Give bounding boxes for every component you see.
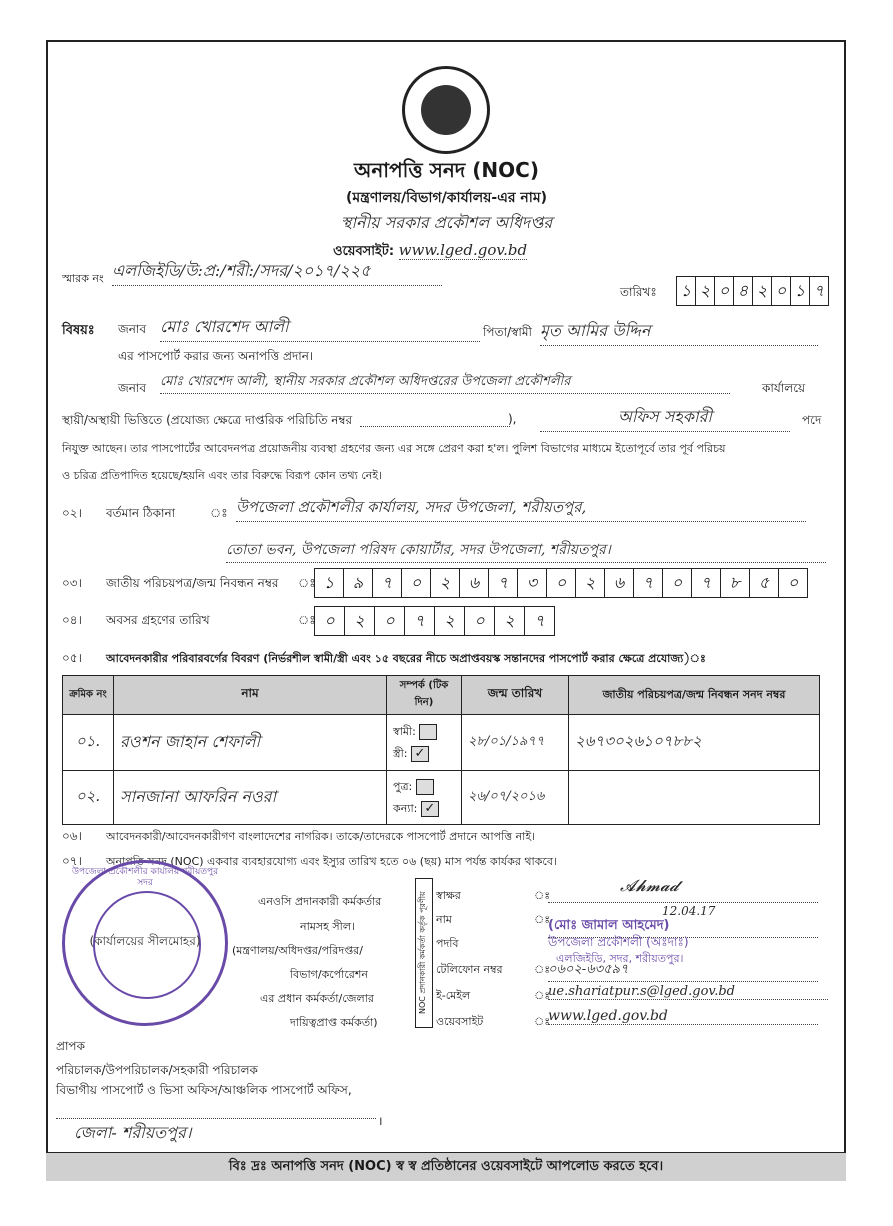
- body-line3: নিযুক্ত আছেন। তার পাসপোর্টের আবেদনপত্র প্রয়োজনীয় ব্যবস্থা গ্রহণের জন্য এর সঙ্গে প্রেরণ করা হ'ল। পুলিশ বিভাগের মাধ্যমে ইতোপূর্বে তার পূর্ব পরিচয়: [62, 442, 726, 455]
- field-website-value: www.lged.gov.bd: [548, 1008, 818, 1025]
- family-table: [62, 675, 820, 825]
- row-dob: ২৬/০৭/২০১৬: [462, 771, 569, 825]
- document-title: অনাপত্তি সনদ (NOC): [354, 158, 539, 182]
- field-website-colon: ঃ: [534, 1015, 551, 1028]
- father-value: মৃত আমির উদ্দিন: [540, 318, 818, 346]
- recipient-line-3: [56, 1108, 376, 1119]
- header-serial: ক্রমিক নং: [63, 676, 114, 715]
- declaration-1-text: আবেদনকারী/আবেদনকারীগণ বাংলাদেশের নাগরিক। তাকে/তাদেরকে পাসপোর্ট প্রদানে আপত্তি নাই।: [106, 830, 536, 843]
- subject-purpose: এর পাসপোর্ট করার জন্য অনাপত্তি প্রদান।: [118, 349, 314, 363]
- recipient-label: প্রাপক: [56, 1039, 85, 1053]
- nid-digit-box: ০: [402, 569, 431, 597]
- nid-digit-box: ৯: [344, 569, 373, 597]
- document-subtitle: (মন্ত্রণালয়/বিভাগ/কার্যালয়-এর নাম): [345, 190, 548, 206]
- field-email-label: ই-মেইল: [436, 989, 471, 1002]
- item-family-label: আবেদনকারীর পরিবারবর্গের বিবরণ (নির্ভরশীল স্বামী/স্ত্রী এবং ১৫ বছরের নীচে অপ্রাপ্তবয়স্ক সন্তানদের পাসপোর্ট করার ক্ষেত্রে প্রযোজ্য)ঃ: [106, 652, 706, 665]
- office-seal: [62, 860, 228, 1026]
- relation-checkbox-1[interactable]: [419, 724, 437, 740]
- memo-label: স্মারক নং: [62, 272, 104, 285]
- nid-digit-box: ৩: [518, 569, 547, 597]
- field-signature-value: [548, 886, 818, 903]
- relation-checkbox-2[interactable]: ✓: [421, 801, 439, 817]
- item-nid-label: জাতীয় পরিচয়পত্র/জন্ম নিবন্ধন নম্বর: [106, 576, 279, 590]
- field-phone-colon: ঃ: [534, 963, 551, 976]
- stamp-extra: এলজিইডি, সদর, শরীয়তপুর।: [556, 952, 684, 965]
- row-dob: ২৮/০১/১৯৭৭: [462, 715, 569, 771]
- item-address-colon: ঃ: [210, 506, 228, 520]
- nid-digit-box: ৭: [489, 569, 518, 597]
- family-table-header: [63, 676, 820, 715]
- date-digit-box: ০: [715, 277, 734, 305]
- website-label: ওয়েবসাইট:: [333, 244, 395, 259]
- nid-digit-box: ২: [431, 569, 460, 597]
- memo-value: এলজিইডি/উ:প্র:/শরী:/সদর/২০১৭/২২৫: [112, 258, 442, 286]
- retire-digit-box: ২: [435, 607, 465, 635]
- field-signature-colon: ঃ: [534, 889, 551, 902]
- retire-digit-box: ০: [375, 607, 405, 635]
- body-line2-mid: ),: [508, 412, 517, 426]
- date-digit-box: ১: [677, 277, 696, 305]
- subject-name-value: মোঃ খোরশেদ আলী: [160, 314, 480, 342]
- government-emblem: [402, 66, 490, 154]
- field-email-colon: ঃ: [534, 989, 551, 1002]
- relation-label-2: কন্যা:: [393, 801, 418, 815]
- body-line1-prefix: জনাব: [118, 381, 147, 395]
- relation-label-1: স্বামী:: [393, 724, 416, 738]
- row-serial: ০২.: [63, 771, 114, 825]
- date-digit-box: ৭: [813, 281, 825, 300]
- issuer-line-3: (মন্ত্রণালয়/অধিদপ্তর/পরিদপ্তর/: [232, 944, 363, 957]
- field-name-label: নাম: [436, 913, 452, 926]
- body-line2-value: অফিস সহকারী: [540, 404, 790, 432]
- date-digit-box: ০: [772, 277, 791, 305]
- website-value: www.lged.gov.bd: [398, 241, 528, 259]
- date-digit-box: ১: [791, 277, 810, 305]
- field-email-value: ue.shariatpur.s@lged.gov.bd: [548, 984, 828, 1000]
- item-address-value-2: তোতা ভবন, উপজেলা পরিষদ কোয়ার্টার, সদর উপজেলা, শরীয়তপুর।: [226, 538, 826, 563]
- retire-digit-box: ২: [495, 607, 525, 635]
- relation-checkbox-2[interactable]: ✓: [411, 746, 429, 762]
- row-relation: [387, 771, 462, 825]
- nid-boxes: [314, 568, 808, 598]
- emblem-map-icon: [421, 85, 471, 135]
- item-retire-colon: ঃ: [298, 613, 316, 627]
- retire-digit-box: ৭: [405, 607, 435, 635]
- retire-digit-box: ২: [345, 607, 375, 635]
- retire-boxes: [314, 606, 555, 636]
- footer-note: বিঃ দ্রঃ অনাপত্তি সনদ (NOC) স্ব স্ব প্রতিষ্ঠানের ওয়েবসাইটে আপলোড করতে হবে।: [46, 1152, 846, 1181]
- item-nid-number: ০৩।: [62, 576, 82, 590]
- table-row: [63, 771, 820, 825]
- recipient-district: জেলা- শরীয়তপুর।: [74, 1123, 192, 1142]
- row-nid: [569, 771, 820, 825]
- item-address-number: ০২।: [62, 506, 82, 520]
- item-nid-colon: ঃ: [298, 576, 316, 590]
- row-relation: [387, 715, 462, 771]
- nid-digit-box: ০: [663, 569, 692, 597]
- issuer-line-6: দায়িত্বপ্রাপ্ত কর্মকর্তা): [290, 1016, 378, 1029]
- body-line4: ও চরিত্র প্রতিপাদিত হয়েছে/হয়নি এবং তার বিরুদ্ধে বিরূপ কোন তথ্য নেই।: [62, 469, 382, 482]
- subject-name-prefix: জনাব: [118, 322, 147, 336]
- nid-digit-box: ৭: [634, 569, 663, 597]
- retire-digit-box: ৭: [534, 611, 545, 630]
- nid-digit-box: ৭: [692, 569, 721, 597]
- row-nid: ২৬৭৩০২৬১০৭৮৮২: [569, 715, 820, 771]
- table-row: [63, 715, 820, 771]
- item-retire-number: ০৪।: [62, 613, 82, 627]
- retire-digit-box: ০: [465, 607, 495, 635]
- nid-digit-box: ৭: [373, 569, 402, 597]
- nid-digit-box: ২: [576, 569, 605, 597]
- date-digit-box: ৪: [734, 277, 753, 305]
- row-serial: ০১.: [63, 715, 114, 771]
- subject-label: বিষয়ঃ: [62, 323, 95, 338]
- sign-date: 12.04.17: [662, 904, 716, 918]
- body-line2-prefix: স্থায়ী/অস্থায়ী ভিত্তিতে (প্রযোজ্য ক্ষেত্রে দাপ্তরিক পরিচিতি নম্বর: [62, 413, 353, 427]
- header-name: নাম: [114, 676, 387, 715]
- office-name: স্থানীয় সরকার প্রকৌশল অধিদপ্তর: [340, 213, 553, 232]
- recipient-line-2: বিভাগীয় পাসপোর্ট ও ভিসা অফিস/আঞ্চলিক পাসপোর্ট অফিস,: [56, 1083, 352, 1097]
- field-designation-value: উপজেলা প্রকৌশলী (অঃদাঃ): [548, 935, 689, 949]
- field-website-label: ওয়েবসাইট: [436, 1015, 484, 1028]
- nid-digit-box: ৮: [721, 569, 750, 597]
- date-label: তারিখঃ: [620, 285, 657, 299]
- nid-digit-box: ৬: [605, 569, 634, 597]
- field-designation-label: পদবি: [436, 937, 459, 950]
- relation-label-2: স্ত্রী:: [393, 746, 408, 760]
- nid-digit-box: ৫: [750, 569, 779, 597]
- retire-digit-box: ০: [315, 607, 345, 635]
- seal-label: (কার্যালয়ের সীলমোহর): [89, 934, 201, 948]
- nid-digit-box: ১: [315, 569, 344, 597]
- field-name-colon: ঃ: [534, 913, 551, 926]
- issuer-line-1: এনওসি প্রদানকারী কর্মকর্তার: [258, 895, 382, 908]
- date-digit-box: ২: [696, 277, 715, 305]
- date-boxes: [676, 276, 829, 306]
- relation-label-1: পুত্র:: [393, 779, 413, 793]
- recipient-line-1: পরিচালক/উপপরিচালক/সহকারী পরিচালক: [56, 1063, 258, 1077]
- recipient-line-3-end: ।: [378, 1114, 383, 1128]
- body-line1-value: মোঃ খোরশেদ আলী, স্থানীয় সরকার প্রকৌশল অধিদপ্তরের উপজেলা প্রকৌশলীর: [160, 372, 730, 394]
- header-nid: জাতীয় পরিচয়পত্র/জন্ম নিবন্ধন সনদ নম্বর: [569, 676, 820, 715]
- date-digit-box: ২: [753, 277, 772, 305]
- row-name: সানজানা আফরিন নওরা: [114, 771, 387, 825]
- declaration-1-number: ০৬।: [62, 829, 82, 843]
- seal-ring-text: উপজেলা প্রকৌশলীর কার্যালয় শরীয়তপুর সদর: [71, 867, 219, 888]
- field-name-value: (মোঃ জামাল আহমেদ): [548, 916, 818, 938]
- nid-digit-box: ০: [547, 569, 576, 597]
- item-family-number: ০৫।: [62, 651, 82, 665]
- item-address-label: বর্তমান ঠিকানা: [106, 506, 176, 520]
- issuer-line-5: এর প্রধান কর্মকর্তা/জেলার: [260, 992, 374, 1005]
- nid-digit-box: ৬: [460, 569, 489, 597]
- issuer-line-4: বিভাগ/কর্পোরেশন: [290, 968, 368, 981]
- relation-checkbox-1[interactable]: [416, 779, 434, 795]
- field-signature-label: স্বাক্ষর: [436, 889, 461, 902]
- noc-vertical-note: NOC প্রদানকারী কর্মকর্তা কর্তৃক পূরণীয়: [415, 878, 433, 1028]
- declaration-2-number: ০৭।: [62, 854, 82, 868]
- body-line1-suffix: কার্যালয়ে: [762, 381, 806, 395]
- nid-digit-box: ০: [787, 573, 799, 592]
- field-phone-value: ০৬০২-৬৩৫৯৭: [548, 960, 818, 982]
- declaration-2-text: অনাপত্তি সনদ (NOC) একবার ব্যবহারযোগ্য এবং ইস্যুর তারিখ হতে ০৬ (ছয়) মাস পর্যন্ত কার্যকর থাকবে।: [106, 855, 557, 868]
- header-relation: সম্পর্ক (টিক দিন): [387, 676, 462, 715]
- issuer-line-2: নামসহ সীল।: [300, 920, 355, 933]
- signature-scribble: 𝓐𝓱𝓶𝓪𝓭: [620, 876, 679, 895]
- body-line2-blank: [360, 412, 510, 427]
- header-dob: জন্ম তারিখ: [462, 676, 569, 715]
- body-line2-suffix: পদে: [802, 413, 822, 427]
- field-phone-label: টেলিফোন নম্বর: [436, 963, 503, 976]
- row-name: রওশন জাহান শেফালী: [114, 715, 387, 771]
- item-address-value-1: উপজেলা প্রকৌশলীর কার্যালয়, সদর উপজেলা, শরীয়তপুর,: [236, 496, 806, 522]
- father-label: পিতা/স্বামী: [483, 325, 532, 339]
- item-retire-label: অবসর গ্রহণের তারিখ: [106, 613, 210, 627]
